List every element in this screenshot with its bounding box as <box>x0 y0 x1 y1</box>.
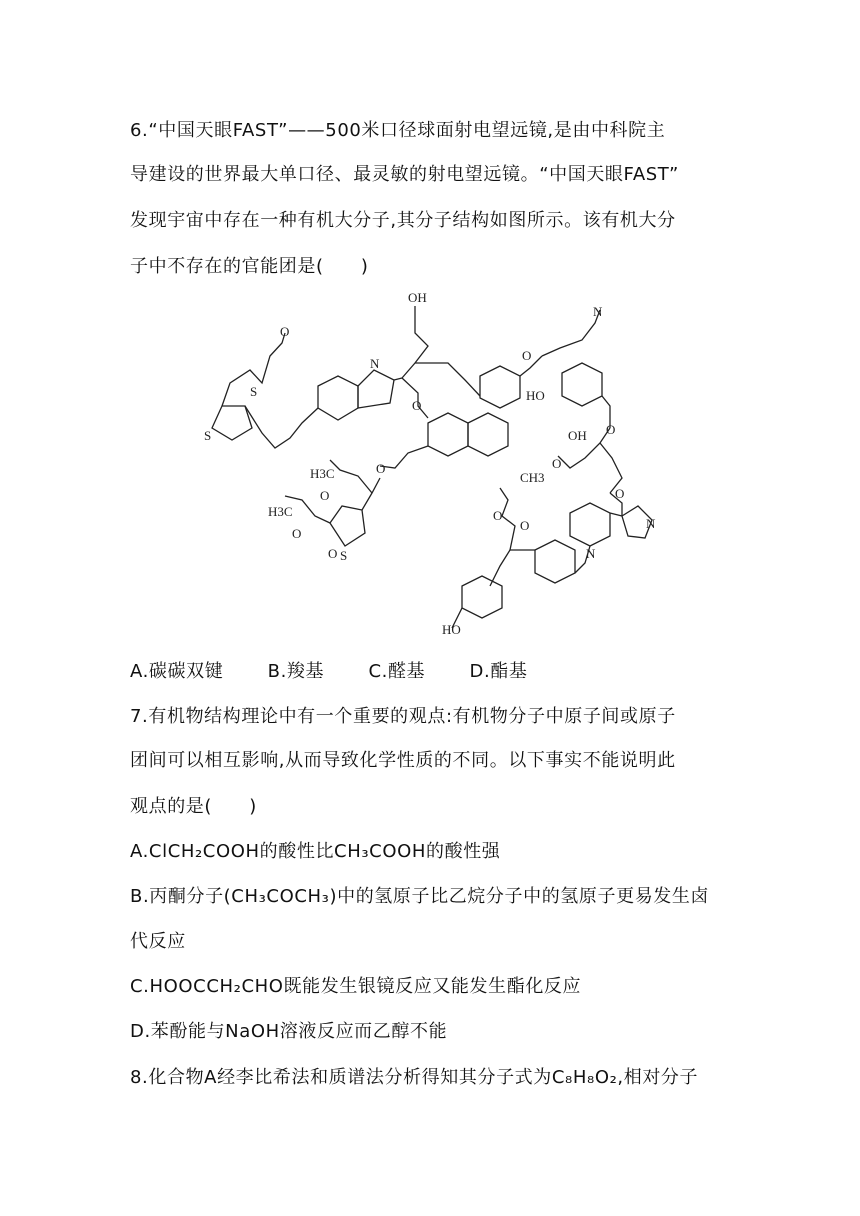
molecule-atom-labels <box>204 290 656 637</box>
svg-text:O: O <box>615 486 625 501</box>
svg-text:H3C: H3C <box>268 504 293 519</box>
svg-text:O: O <box>552 456 562 471</box>
q6-option-c: C.醛基 <box>368 661 426 682</box>
q7-option-d: D.苯酚能与NaOH溶液反应而乙醇不能 <box>130 1021 448 1042</box>
q7-option-b-line-2: 代反应 <box>130 931 186 952</box>
svg-text:O: O <box>320 488 330 503</box>
q6-option-a: A.碳碳双键 <box>130 661 224 682</box>
svg-text:O: O <box>376 461 386 476</box>
svg-text:S: S <box>340 548 348 563</box>
svg-text:N: N <box>646 516 656 531</box>
svg-text:N: N <box>370 356 380 371</box>
svg-text:N: N <box>586 546 596 561</box>
q6-line-1: 6.“中国天眼FAST”——500米口径球面射电望远镜,是由中科院主 <box>130 120 666 141</box>
q7-option-a: A.ClCH₂COOH的酸性比CH₃COOH的酸性强 <box>130 841 501 862</box>
svg-text:O: O <box>412 398 422 413</box>
svg-text:O: O <box>606 422 616 437</box>
svg-text:O: O <box>328 546 338 561</box>
svg-text:CH3: CH3 <box>520 470 545 485</box>
svg-text:O: O <box>520 518 530 533</box>
q6-line-4: 子中不存在的官能团是( ) <box>130 256 369 277</box>
svg-text:O: O <box>292 526 302 541</box>
q7-option-c: C.HOOCCH₂CHO既能发生银镜反应又能发生酯化反应 <box>130 976 582 997</box>
svg-text:HO: HO <box>442 622 461 637</box>
q6-options <box>130 657 565 683</box>
q7-line-3: 观点的是( ) <box>130 796 257 817</box>
svg-text:OH: OH <box>408 290 427 305</box>
svg-text:O: O <box>280 324 290 339</box>
q6-line-2: 导建设的世界最大单口径、最灵敏的射电望远镜。“中国天眼FAST” <box>130 164 679 185</box>
q7-option-b-line-1: B.丙酮分子(CH₃COCH₃)中的氢原子比乙烷分子中的氢原子更易发生卤 <box>130 886 710 907</box>
q6-line-3: 发现宇宙中存在一种有机大分子,其分子结构如图所示。该有机大分 <box>130 210 676 231</box>
molecule-structure-diagram <box>190 288 690 638</box>
q7-line-2: 团间可以相互影响,从而导致化学性质的不同。以下事实不能说明此 <box>130 750 676 771</box>
svg-text:O: O <box>522 348 532 363</box>
svg-text:OH: OH <box>568 428 587 443</box>
q7-line-1: 7.有机物结构理论中有一个重要的观点:有机物分子中原子间或原子 <box>130 706 676 727</box>
svg-text:O: O <box>493 508 503 523</box>
svg-text:S: S <box>204 428 212 443</box>
svg-text:N: N <box>593 304 603 319</box>
q6-option-b: B.羧基 <box>267 661 325 682</box>
q8-line-1: 8.化合物A经李比希法和质谱法分析得知其分子式为C₈H₈O₂,相对分子 <box>130 1067 699 1088</box>
q6-option-d: D.酯基 <box>469 661 528 682</box>
svg-text:H3C: H3C <box>310 466 335 481</box>
svg-text:S: S <box>250 384 258 399</box>
svg-text:HO: HO <box>526 388 545 403</box>
